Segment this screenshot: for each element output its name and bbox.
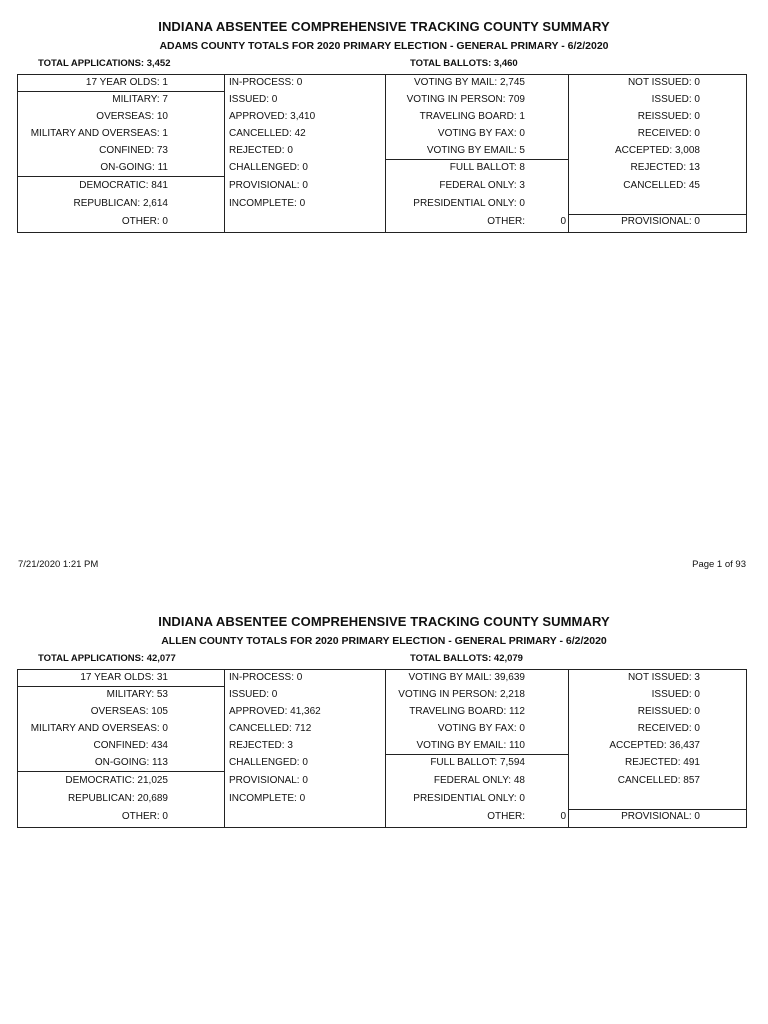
ballot-status-cell: NOT ISSUED: 3 [627,672,700,683]
applicant-type-cell: OVERSEAS: 105 [90,706,168,717]
ballot-type-cell: TRAVELING BOARD: 1 [419,111,525,122]
applicant-type-cell: REPUBLICAN: 20,689 [67,793,168,804]
applicant-type-cell: OTHER: 0 [121,811,168,822]
footer-page-number: Page 1 of 93 [692,559,746,570]
application-status-cell: INCOMPLETE: 0 [229,198,306,209]
applicant-type-cell: OVERSEAS: 10 [96,111,168,122]
ballot-status-cell: CANCELLED: 45 [623,180,700,191]
grid-border-right [746,74,747,233]
ballot-status-cell: ISSUED: 0 [651,689,700,700]
county-summary-grid [17,74,747,233]
column-divider [224,74,225,233]
county-summary-grid [17,669,747,828]
applicant-type-cell: 17 YEAR OLDS: 1 [85,77,168,88]
ballot-status-cell [570,195,700,212]
ballot-type-cell: VOTING BY MAIL: 2,745 [414,77,525,88]
total-applications: TOTAL APPLICATIONS: 42,077 [38,653,176,664]
total-applications: TOTAL APPLICATIONS: 3,452 [38,58,171,69]
applicant-type-cell: MILITARY AND OVERSEAS: 0 [30,723,168,734]
ballot-status-cell: ACCEPTED: 3,008 [614,145,700,156]
ballot-type-cell: VOTING BY FAX: 0 [437,723,525,734]
application-status-cell: REJECTED: 0 [229,145,293,156]
ballot-type-cell: VOTING IN PERSON: 2,218 [398,689,525,700]
ballot-status-cell: REISSUED: 0 [637,706,700,717]
column-divider [224,669,225,828]
ballot-status-cell: CANCELLED: 857 [617,775,700,786]
ballot-type-cell: TRAVELING BOARD: 112 [409,706,525,717]
applicant-type-cell: MILITARY AND OVERSEAS: 1 [30,128,168,139]
application-status-cell: CHALLENGED: 0 [229,757,308,768]
application-status-cell: IN-PROCESS: 0 [229,672,303,683]
application-status-cell: PROVISIONAL: 0 [229,775,308,786]
ballot-type-cell: VOTING BY FAX: 0 [437,128,525,139]
application-status-cell: CHALLENGED: 0 [229,162,308,173]
county-subtitle: ALLEN COUNTY TOTALS FOR 2020 PRIMARY ELECTION - GENERAL PRIMARY - 6/2/2020 [161,635,607,647]
application-status-cell: INCOMPLETE: 0 [229,793,306,804]
application-status-cell: CANCELLED: 712 [229,723,312,734]
ballot-other-value: 0 [560,811,566,822]
ballot-status-cell [570,790,700,807]
grid-border-bottom [17,827,747,828]
application-status-cell: REJECTED: 3 [229,740,293,751]
grid-border-right [746,669,747,828]
ballot-type-cell: PRESIDENTIAL ONLY: 0 [413,793,525,804]
ballot-type-cell: FULL BALLOT: 8 [449,162,525,173]
ballot-status-cell: ISSUED: 0 [651,94,700,105]
ballot-status-cell: NOT ISSUED: 0 [627,77,700,88]
ballot-type-cell: OTHER: [487,811,525,822]
footer-timestamp: 7/21/2020 1:21 PM [18,559,99,570]
ballot-type-cell: OTHER: [487,216,525,227]
ballot-type-cell: FEDERAL ONLY: 48 [433,775,525,786]
applicant-type-cell: ON-GOING: 11 [100,162,168,173]
applicant-type-cell: 17 YEAR OLDS: 31 [80,672,168,683]
application-status-cell: ISSUED: 0 [229,689,278,700]
application-status-cell: IN-PROCESS: 0 [229,77,303,88]
applicant-type-cell: OTHER: 0 [121,216,168,227]
applicant-type-cell: DEMOCRATIC: 841 [79,180,168,191]
ballot-status-cell: REJECTED: 491 [624,757,700,768]
applicant-type-cell: REPUBLICAN: 2,614 [73,198,168,209]
report-title: INDIANA ABSENTEE COMPREHENSIVE TRACKING COUNTY SUMMARY [158,614,610,629]
applicant-type-cell: ON-GOING: 113 [94,757,168,768]
ballot-status-cell: REISSUED: 0 [637,111,700,122]
column-divider [385,74,386,233]
applicant-type-cell: CONFINED: 73 [99,145,168,156]
total-ballots: TOTAL BALLOTS: 42,079 [410,653,523,664]
report-title: INDIANA ABSENTEE COMPREHENSIVE TRACKING COUNTY SUMMARY [158,19,610,34]
column-divider [568,74,569,233]
ballot-status-cell: RECEIVED: 0 [637,723,700,734]
application-status-cell: APPROVED: 3,410 [229,111,316,122]
ballot-status-cell: PROVISIONAL: 0 [621,216,700,227]
ballot-status-cell: REJECTED: 13 [630,162,700,173]
ballot-status-cell: RECEIVED: 0 [637,128,700,139]
applicant-type-cell: CONFINED: 434 [93,740,168,751]
ballot-type-cell: VOTING IN PERSON: 709 [406,94,525,105]
application-status-cell: CANCELLED: 42 [229,128,306,139]
county-subtitle: ADAMS COUNTY TOTALS FOR 2020 PRIMARY ELECTION - GENERAL PRIMARY - 6/2/2020 [159,40,609,52]
ballot-type-cell: VOTING BY EMAIL: 5 [426,145,525,156]
application-status-cell: ISSUED: 0 [229,94,278,105]
column-divider [568,669,569,828]
application-status-cell: APPROVED: 41,362 [229,706,321,717]
ballot-status-cell: PROVISIONAL: 0 [621,811,700,822]
total-ballots: TOTAL BALLOTS: 3,460 [410,58,518,69]
ballot-type-cell: VOTING BY MAIL: 39,639 [408,672,525,683]
applicant-type-cell: MILITARY: 7 [112,94,168,105]
applicant-type-cell: DEMOCRATIC: 21,025 [65,775,168,786]
ballot-other-value: 0 [560,216,566,227]
ballot-status-cell: ACCEPTED: 36,437 [609,740,700,751]
column-divider [385,669,386,828]
application-status-cell: PROVISIONAL: 0 [229,180,308,191]
ballot-type-cell: FULL BALLOT: 7,594 [430,757,525,768]
applicant-type-cell: MILITARY: 53 [106,689,168,700]
grid-border-bottom [17,232,747,233]
ballot-type-cell: PRESIDENTIAL ONLY: 0 [413,198,525,209]
ballot-type-cell: FEDERAL ONLY: 3 [439,180,525,191]
ballot-type-cell: VOTING BY EMAIL: 110 [416,740,525,751]
